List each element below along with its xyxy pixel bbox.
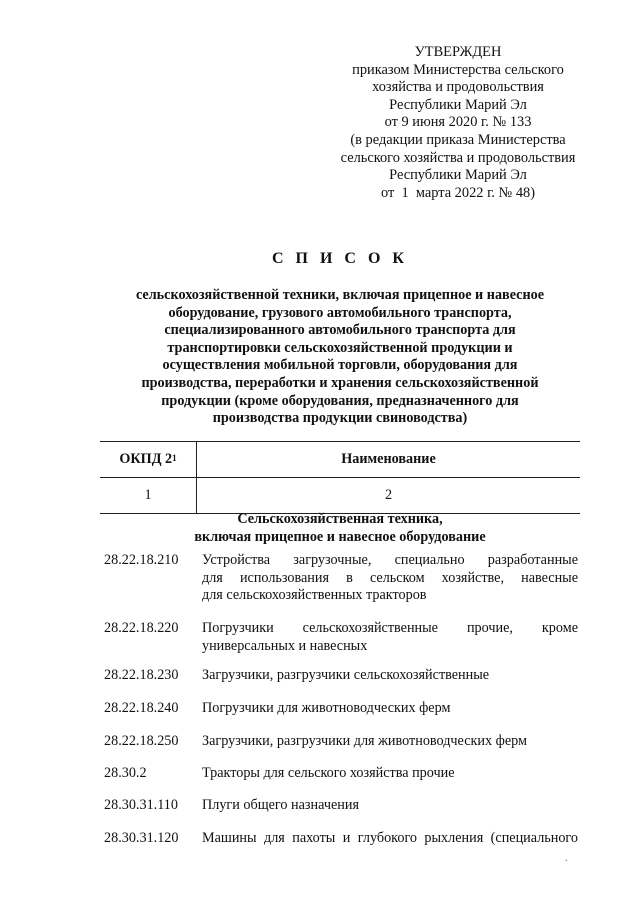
approval-line: приказом Министерства сельского: [352, 61, 564, 78]
item-name-line: Тракторы для сельского хозяйства прочие: [202, 765, 455, 781]
column-number-1: 1: [100, 478, 197, 513]
approval-line: (в редакции приказа Министерства: [350, 131, 566, 148]
approval-line: сельского хозяйства и продовольствия: [340, 149, 576, 166]
approval-line: от 9 июня 2020 г. № 133: [384, 114, 532, 131]
item-name-line: Загрузчики, разгрузчики сельскохозяйственные: [202, 667, 490, 683]
table-header-row: [100, 442, 580, 477]
okpd-code: 28.22.18.220: [104, 620, 179, 636]
item-name-line: Погрузчики для животноводческих ферм: [202, 700, 451, 716]
okpd-code: 28.30.31.110: [104, 797, 178, 813]
column-header-name: Наименование: [341, 451, 436, 467]
item-name-line: универсальных и навесных: [202, 637, 368, 654]
page-mark: .: [565, 853, 568, 864]
item-name: [202, 552, 578, 605]
item-name: [202, 830, 578, 848]
okpd-code: 28.22.18.250: [104, 733, 179, 749]
classification-table-header: [100, 441, 580, 514]
approval-line: хозяйства и продовольствия: [372, 79, 544, 96]
approval-line: от 1 марта 2022 г. № 48): [380, 184, 536, 201]
approval-line: Республики Марий Эл: [389, 96, 527, 113]
item-name: [202, 733, 578, 751]
section-heading-line: Сельскохозяйственная техника,: [237, 511, 443, 527]
item-name: [202, 797, 578, 815]
document-title: С П И С О К: [271, 250, 409, 267]
item-name-line: для сельскохозяйственных тракторов: [202, 587, 427, 604]
subtitle-line: осуществления мобильной торговли, оборудования для: [162, 357, 518, 374]
footnote-marker: 1: [172, 452, 177, 463]
item-name-line: для использования в сельском хозяйстве, навесные: [202, 569, 578, 586]
column-header-code: [100, 442, 197, 477]
column-number-2: 2: [384, 487, 393, 503]
subtitle-line: продукции (кроме оборудования, предназначенного для: [161, 392, 519, 409]
okpd-code: 28.22.18.210: [104, 552, 179, 568]
okpd-code: 28.22.18.240: [104, 700, 179, 716]
approval-block: [318, 44, 598, 202]
item-name: [202, 700, 578, 718]
subtitle-line: специализированного автомобильного транспорта для: [164, 322, 516, 339]
column-header-code-label: ОКПД 2: [119, 451, 173, 467]
subtitle-line: сельскохозяйственной техники, включая прицепное и навесное: [135, 287, 545, 303]
item-name: [202, 620, 578, 655]
item-name: [202, 667, 578, 685]
okpd-code: 28.30.31.120: [104, 830, 179, 846]
subtitle-line: транспортировки сельскохозяйственной продукции и: [167, 339, 513, 356]
table-number-row: [100, 477, 580, 513]
section-heading: [100, 510, 580, 546]
approval-line: Республики Марий Эл: [389, 167, 527, 184]
item-name-line: Загрузчики, разгрузчики для животноводческих ферм: [202, 733, 527, 749]
okpd-code: 28.30.2: [104, 765, 147, 781]
item-name-line: Плуги общего назначения: [202, 797, 359, 813]
item-name-line: Погрузчики сельскохозяйственные прочие, кроме: [202, 620, 578, 636]
okpd-code: 28.22.18.230: [104, 667, 179, 683]
subtitle-line: производства, переработки и хранения сельскохозяйственной: [141, 374, 539, 391]
approval-line: УТВЕРЖДЕН: [414, 44, 502, 60]
subtitle-line: производства продукции свиноводства): [212, 410, 468, 427]
document-subtitle: [110, 287, 570, 428]
subtitle-line: оборудование, грузового автомобильного транспорта,: [168, 304, 512, 321]
item-name-line: Машины для пахоты и глубокого рыхления (специального: [202, 830, 578, 846]
item-name: [202, 765, 578, 783]
section-heading-line: включая прицепное и навесное оборудование: [194, 529, 486, 545]
item-name-line: Устройства загрузочные, специально разработанные: [202, 552, 578, 568]
